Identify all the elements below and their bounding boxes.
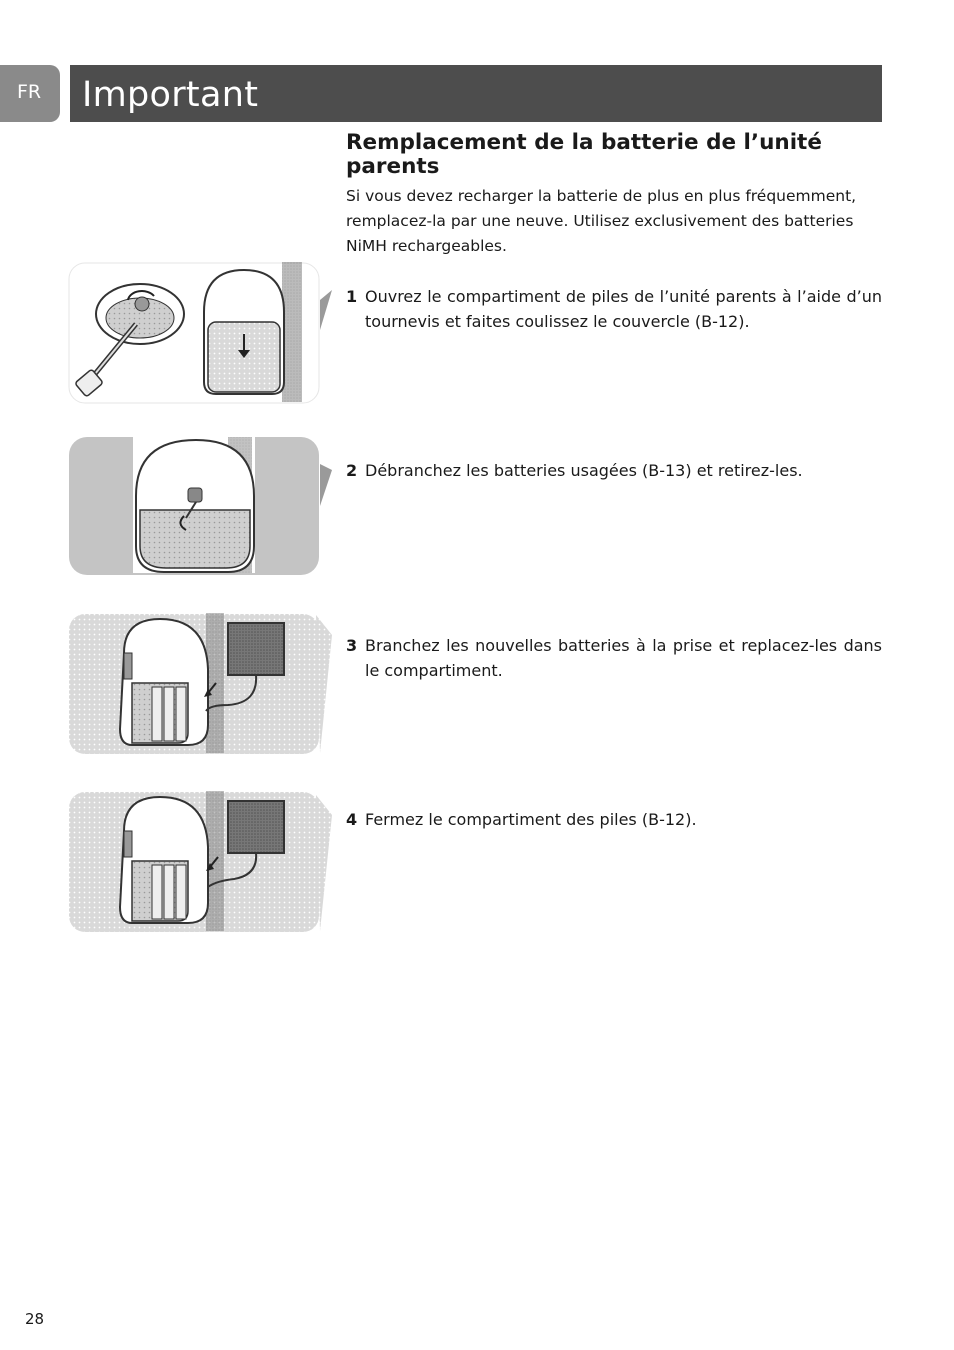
language-tab: FR: [0, 65, 60, 122]
illustration-insert-batteries: [68, 613, 334, 755]
page-title: Important: [70, 65, 882, 122]
step-number: 4: [346, 810, 358, 829]
step-text: Branchez les nouvelles batteries à la prise et replacez-les dans le compartiment.: [365, 636, 882, 680]
step-number: 1: [346, 287, 358, 306]
section-heading: Remplacement de la batterie de l’unité parents: [346, 130, 822, 179]
step-3: [346, 633, 882, 683]
step-1: [346, 284, 882, 334]
step-text: Fermez le compartiment des piles (B-12).: [365, 810, 697, 829]
intro-paragraph: Si vous devez recharger la batterie de plus en plus fréquemment, remplacez-la par une neuve. Utilisez exclusivement des batteries NiMH rechargeables.: [346, 187, 857, 255]
step-4: [346, 807, 882, 832]
page-number: 28: [25, 1310, 45, 1328]
illustration-close-compartment: [68, 791, 334, 933]
illustration-disconnect-batteries: [68, 436, 334, 578]
step-number: 3: [346, 636, 358, 655]
illustration-open-compartment: [68, 262, 334, 404]
step-text: Ouvrez le compartiment de piles de l’unité parents à l’aide d’un tournevis et faites coulissez le couvercle (B-12).: [365, 287, 882, 331]
step-2: [346, 458, 882, 483]
step-text: Débranchez les batteries usagées (B-13) et retirez-les.: [365, 461, 803, 480]
step-number: 2: [346, 461, 358, 480]
